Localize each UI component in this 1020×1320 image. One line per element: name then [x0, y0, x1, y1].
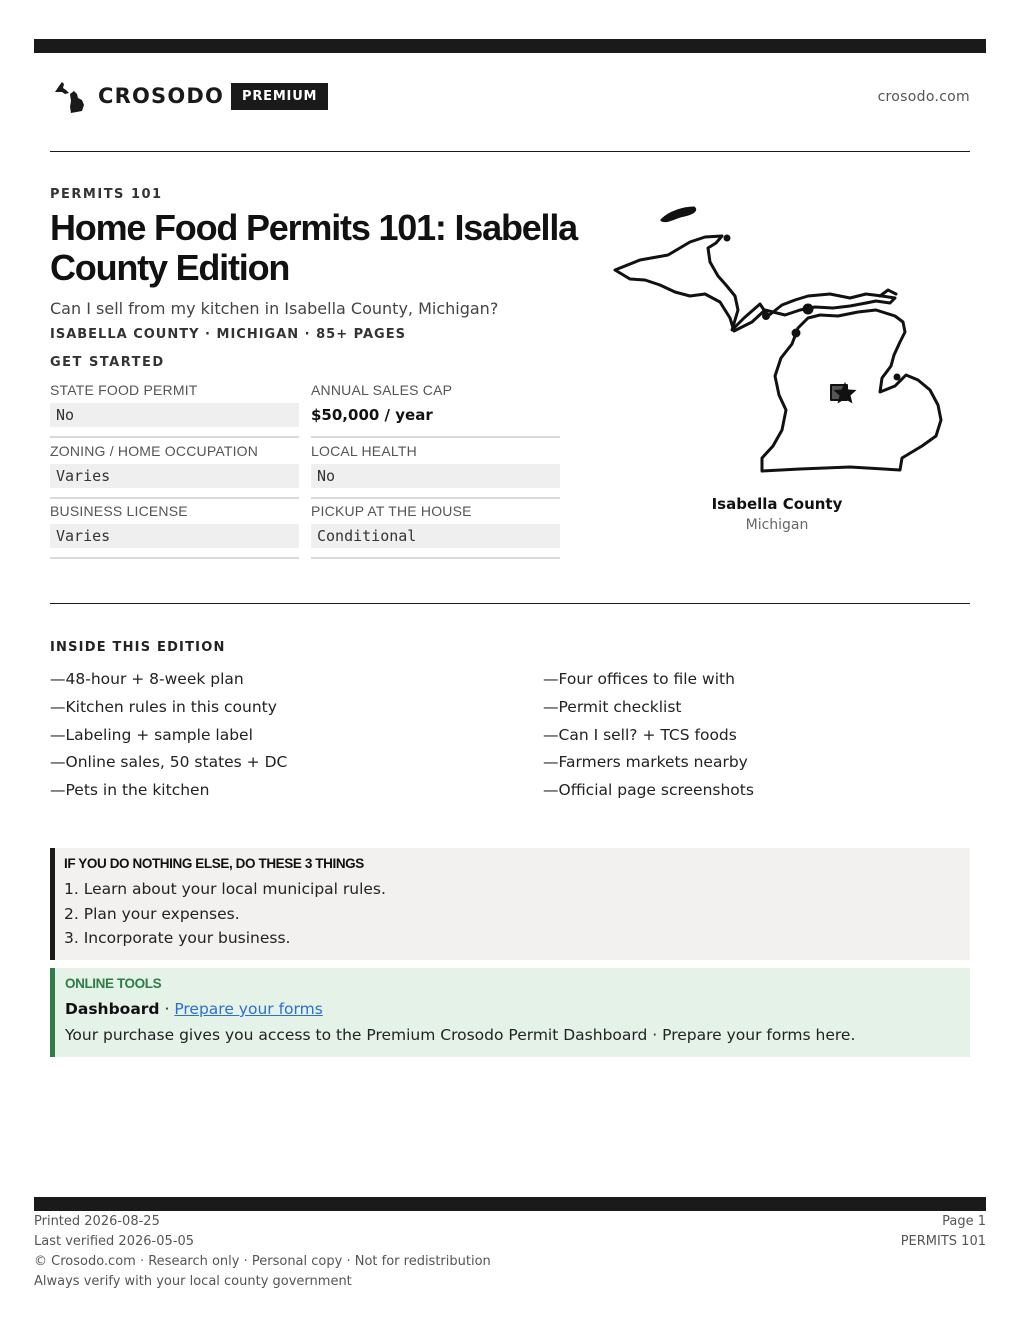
copyright: © Crosodo.com · Research only · Personal copy · Not for redistribution [34, 1254, 491, 1269]
top-bar [34, 39, 986, 53]
list-item: 1. Learn about your local municipal rules. [64, 880, 386, 898]
callout-heading: IF YOU DO NOTHING ELSE, DO THESE 3 THINGS [64, 856, 364, 871]
field-value: No [50, 403, 299, 427]
inside-heading: INSIDE THIS EDITION [50, 640, 226, 655]
callout-heading: ONLINE TOOLS [65, 976, 162, 991]
field-value: Varies [50, 524, 299, 548]
field-label: ZONING / HOME OCCUPATION [50, 443, 259, 459]
dashboard-label: Dashboard [65, 1000, 160, 1018]
field-local-health [311, 443, 560, 499]
edition-meta: ISABELLA COUNTY · MICHIGAN · 85+ PAGES [50, 327, 406, 342]
list-item: —Kitchen rules in this county [50, 697, 277, 716]
footer-bar [34, 1197, 986, 1211]
printed-date: Printed 2026-08-25 [34, 1214, 160, 1229]
premium-badge: PREMIUM [231, 83, 328, 110]
section-name: PERMITS 101 [900, 1234, 986, 1249]
field-value: Conditional [311, 524, 560, 548]
field-annual-sales-cap [311, 382, 560, 438]
header [50, 80, 970, 114]
list-item: —Farmers markets nearby [543, 753, 748, 772]
isle-royale-shape [662, 208, 695, 221]
brand-name: CROSODO [98, 84, 225, 108]
upper-peninsula-shape [615, 236, 895, 331]
field-label: LOCAL HEALTH [311, 443, 417, 459]
list-item: —48-hour + 8-week plan [50, 670, 244, 688]
footer-left [34, 1212, 491, 1292]
list-item: 3. Incorporate your business. [64, 929, 291, 947]
verify-note: Always verify with your local county government [34, 1274, 352, 1289]
site-url: crosodo.com [877, 89, 970, 105]
field-label: PICKUP AT THE HOUSE [311, 503, 472, 519]
field-label: BUSINESS LICENSE [50, 503, 188, 519]
prepare-forms-link[interactable]: Prepare your forms [174, 1000, 323, 1018]
field-value: No [311, 464, 560, 488]
map-county-label: Isabella County [711, 495, 843, 513]
list-item: 2. Plan your expenses. [64, 904, 240, 923]
list-item: —Labeling + sample label [50, 725, 253, 744]
map-state-label: Michigan [745, 517, 809, 533]
header-divider [50, 151, 970, 152]
subtitle: Can I sell from my kitchen in Isabella County, Michigan? [50, 299, 499, 318]
michigan-logo-icon [52, 80, 88, 118]
page-title: Home Food Permits 101: Isabella County Edition [50, 207, 577, 288]
footer-right [901, 1212, 986, 1252]
get-started-heading: GET STARTED [50, 355, 165, 370]
page-number: Page 1 [942, 1214, 986, 1229]
eyebrow: PERMITS 101 [50, 187, 163, 202]
list-item: —Online sales, 50 states + DC [50, 753, 288, 772]
list-item: —Official page screenshots [543, 781, 754, 800]
list-item: —Pets in the kitchen [50, 781, 210, 800]
list-item: —Can I sell? + TCS foods [543, 725, 737, 744]
field-value: $50,000 / year [311, 406, 433, 424]
field-label: ANNUAL SALES CAP [311, 382, 453, 398]
verified-date: Last verified 2026-05-05 [34, 1234, 194, 1249]
contents-list-right [543, 666, 754, 805]
field-label: STATE FOOD PERMIT [50, 382, 198, 398]
list-item: —Permit checklist [543, 697, 682, 716]
field-state-food-permit [50, 382, 299, 438]
field-pickup [311, 503, 560, 559]
list-item: —Four offices to file with [543, 670, 735, 688]
separator: · [159, 1000, 175, 1018]
michigan-map [612, 203, 944, 475]
field-zoning [50, 443, 299, 499]
section-divider [50, 603, 970, 604]
field-value: Varies [50, 464, 299, 488]
must-do-callout [50, 848, 970, 960]
tools-links [65, 996, 970, 1022]
field-business-license [50, 503, 299, 559]
contents-list-left [50, 666, 287, 805]
online-tools-callout [50, 968, 970, 1057]
tools-description: Your purchase gives you access to the Premium Crosodo Permit Dashboard · Prepare your forms here. [65, 1026, 856, 1044]
